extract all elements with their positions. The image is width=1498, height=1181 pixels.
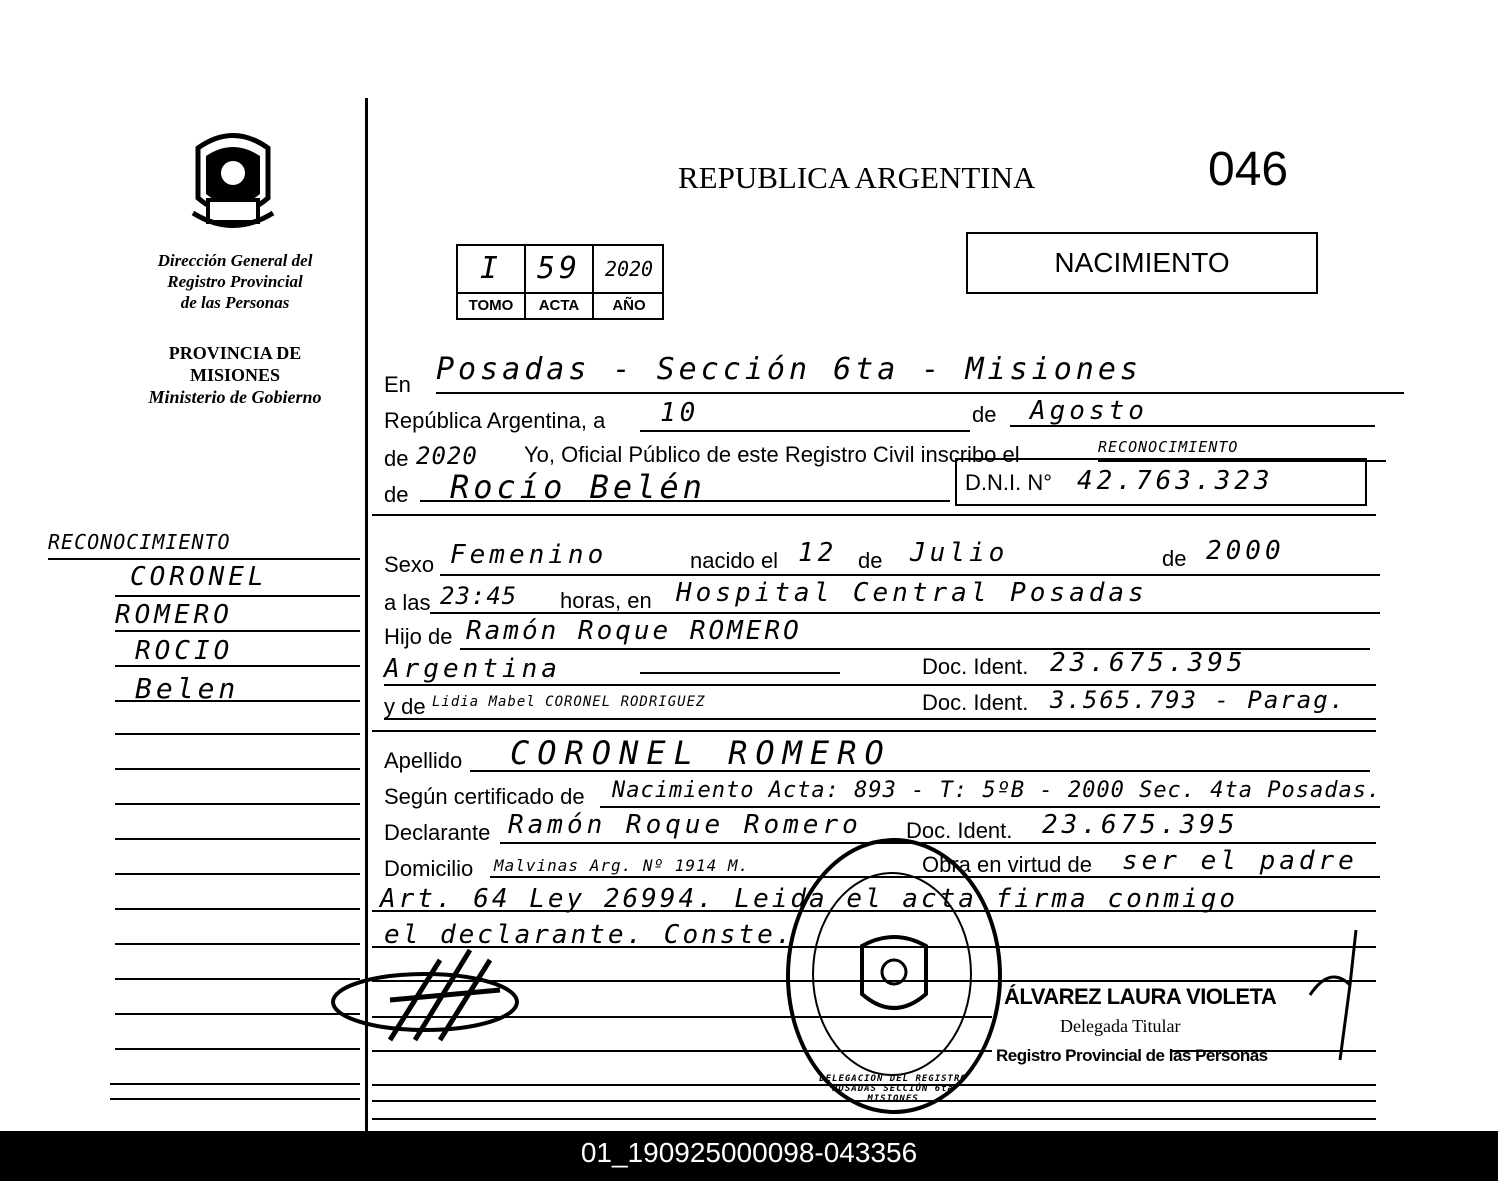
de-label: de	[972, 402, 997, 427]
nacido-label: nacido el	[690, 548, 779, 573]
obra-label: Obra en virtud de	[922, 852, 1092, 877]
domicilio-value: Malvinas Arg. Nº 1914 M.	[494, 856, 750, 875]
document-type-box	[966, 232, 1318, 294]
horas-en-label: horas, en	[560, 588, 652, 613]
margin-note-4: ROCIO	[135, 636, 234, 666]
official-seal	[786, 838, 1002, 1114]
y-de-label: y de	[384, 694, 426, 719]
margin-note-2: CORONEL	[130, 562, 268, 592]
margin-note-3: ROMERO	[115, 600, 233, 630]
province-line-2: MISIONES	[189, 365, 281, 385]
stamp-title: Delegada Titular	[1060, 1016, 1181, 1036]
signature-oficial	[1300, 925, 1380, 1065]
declarante-label: Declarante	[384, 820, 491, 845]
en-label: En	[384, 372, 411, 397]
acta-label: ACTA	[526, 294, 594, 318]
nacido-month: Julio	[910, 538, 1009, 568]
nacido-day: 12	[798, 538, 838, 568]
apellido-label: Apellido	[384, 748, 463, 773]
padre-doc-label: Doc. Ident.	[922, 654, 1029, 679]
org-line-2: Registro Provincial	[167, 272, 303, 291]
acta-value: 59	[526, 246, 594, 292]
de-name-label: de	[384, 482, 409, 507]
observaciones-line-1: Art. 64 Ley 26994. Leida el acta firma conmigo	[380, 884, 1239, 914]
dni-label: D.N.I. N°	[965, 470, 1053, 495]
segun-value: Nacimiento Acta: 893 - T: 5ºB - 2000 Sec. 4ta Posadas.	[612, 778, 1382, 803]
oficial-text: Yo, Oficial Público de este Registro Civil inscribo el	[524, 442, 1020, 467]
org-line-3: de las Personas	[180, 293, 290, 312]
anio-label: AÑO	[612, 297, 646, 314]
declarante-doc-label: Doc. Ident.	[906, 818, 1013, 843]
country-title: REPUBLICA ARGENTINA	[678, 160, 1036, 195]
tomo-label: TOMO	[458, 294, 526, 318]
madre-doc-label: Doc. Ident.	[922, 690, 1029, 715]
madre-doc-value: 3.565.793 - Parag.	[1050, 686, 1347, 714]
month-value: Agosto	[1030, 396, 1148, 426]
year-value: 2020	[416, 442, 478, 470]
file-id: 01_190925000098-043356	[580, 1137, 918, 1168]
margin-note-1: RECONOCIMIENTO	[48, 530, 231, 554]
nacido-de: de	[858, 548, 883, 573]
declarante-value: Ramón Roque Romero	[508, 810, 862, 840]
nacido-year: 2000	[1206, 536, 1285, 566]
anio-value: 2020	[604, 257, 654, 281]
tomo-acta-box	[456, 244, 664, 320]
a-las-label: a las	[384, 590, 431, 615]
padre-doc-value: 23.675.395	[1050, 648, 1247, 678]
dni-box	[955, 458, 1367, 506]
republica-label: República Argentina, a	[384, 408, 606, 433]
stamp-name: ÁLVAREZ LAURA VIOLETA	[1004, 984, 1277, 1009]
inscribo-value: RECONOCIMIENTO	[1098, 438, 1239, 456]
document-type: NACIMIENTO	[1054, 247, 1230, 278]
declarante-doc-value: 23.675.395	[1042, 810, 1239, 840]
hijo-label: Hijo de	[384, 624, 453, 649]
obra-value: ser el padre	[1122, 846, 1358, 876]
dni-value: 42.763.323	[1077, 466, 1274, 496]
madre-value: Lidia Mabel CORONEL RODRIGUEZ	[432, 694, 706, 710]
en-value: Posadas - Sección 6ta - Misiones	[436, 352, 1142, 387]
org-line-1: Dirección General del	[157, 251, 313, 270]
lugar-value: Hospital Central Posadas	[676, 578, 1148, 608]
padre-nacionalidad: Argentina	[384, 654, 561, 684]
ministry: Ministerio de Gobierno	[148, 387, 322, 407]
province-line-1: PROVINCIA DE	[168, 343, 302, 363]
stamp-org: Registro Provincial de las Personas	[996, 1046, 1268, 1065]
document-number: 046	[1208, 143, 1289, 196]
apellido-value: CORONEL ROMERO	[510, 734, 892, 772]
seal-text: DELEGACIÓN DEL REGISTRO POSADAS SECCIÓN 6ta MISIONES	[819, 1074, 967, 1104]
observaciones-line-2: el declarante. Conste.	[384, 920, 795, 950]
day-value: 10	[660, 398, 700, 428]
segun-label: Según certificado de	[384, 784, 585, 809]
signature-declarante	[330, 940, 530, 1050]
sexo-label: Sexo	[384, 552, 435, 577]
de-year-label: de	[384, 446, 409, 471]
padre-value: Ramón Roque ROMERO	[466, 616, 802, 646]
margin-note-5: Belen	[135, 672, 240, 705]
hora-value: 23:45	[440, 582, 518, 610]
seal-emblem-icon	[854, 932, 934, 1022]
file-id-footer	[0, 1131, 1498, 1181]
tomo-value: I	[458, 246, 526, 292]
sexo-value: Femenino	[450, 540, 608, 570]
domicilio-label: Domicilio	[384, 856, 474, 881]
name-value: Rocío Belén	[450, 468, 706, 506]
nacido-de2: de	[1162, 546, 1187, 571]
coat-of-arms-icon	[188, 128, 278, 238]
